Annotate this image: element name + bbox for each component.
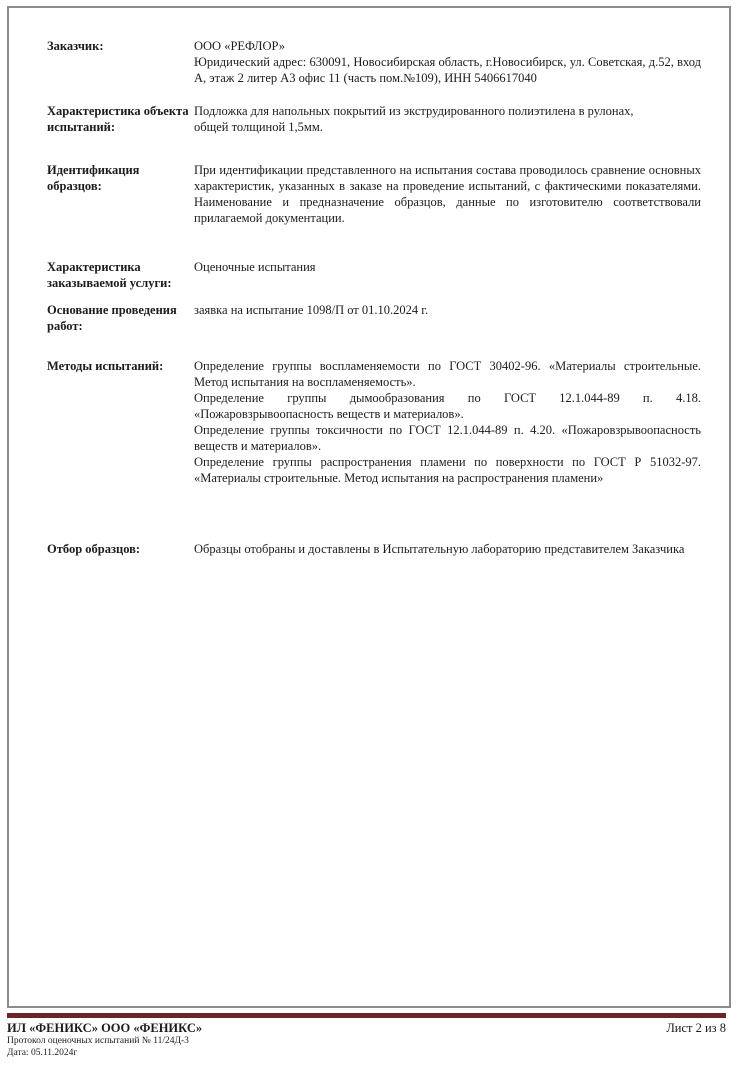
- paragraph: При идентификации представленного на испытания состава проводилось сравнение основных характеристик, указанных в заказе на проведение испытаний, с фактическими показателями. Наименование и предназначение образцов, данные по изготовителю соответствовали прилагаемой документации.: [194, 163, 701, 225]
- paragraph: Определение группы воспламеняемости по ГОСТ 30402-96. «Материалы строительные. Метод испытания на воспламеняемость».: [194, 359, 701, 389]
- footer-date: Дата: 05.11.2024г: [7, 1047, 78, 1058]
- section-work-basis: [47, 302, 701, 334]
- section-content: [194, 103, 701, 135]
- paragraph: Оценочные испытания: [194, 260, 316, 274]
- footer-rule: [7, 1013, 726, 1018]
- paragraph: Определение группы дымообразования по ГОСТ 12.1.044-89 п. 4.18.: [194, 391, 701, 405]
- paragraph: Подложка для напольных покрытий из экструдированного полиэтилена в рулонах, общей толщиной 1,5мм.: [194, 104, 634, 134]
- section-content: [194, 302, 701, 334]
- section-test-object: [47, 103, 701, 135]
- paragraph: Образцы отобраны и доставлены в Испытательную лабораторию представителем Заказчика: [194, 542, 685, 556]
- page-footer: [7, 1021, 726, 1059]
- section-content: [194, 259, 701, 291]
- paragraph: «Пожаровзрывоопасность веществ и материалов».: [194, 407, 464, 421]
- section-label: Методы испытаний:: [47, 359, 164, 373]
- footer-organization: ИЛ «ФЕНИКС» ООО «ФЕНИКС»: [7, 1021, 203, 1035]
- footer-sheet-number: Лист 2 из 8: [666, 1021, 726, 1035]
- footer-left: [7, 1021, 202, 1059]
- section-test-methods: [47, 358, 701, 486]
- section-customer: [47, 38, 701, 86]
- document-body: [9, 8, 729, 1006]
- section-label: Основание проведения работ:: [47, 303, 177, 333]
- section-label: Характеристика заказываемой услуги:: [47, 260, 172, 290]
- section-label: Идентификация образцов:: [47, 163, 140, 193]
- paragraph: Определение группы токсичности по ГОСТ 12.1.044-89 п. 4.20. «Пожаровзрывоопасность веществ и материалов».: [194, 423, 701, 453]
- section-content: [194, 162, 701, 226]
- footer-protocol-number: Протокол оценочных испытаний № 11/24Д-3: [7, 1036, 189, 1046]
- section-sampling: [47, 541, 701, 557]
- section-content: [194, 358, 701, 486]
- paragraph: ООО «РЕФЛОР»: [194, 39, 285, 53]
- section-content: [194, 541, 701, 557]
- paragraph: Юридический адрес: 630091, Новосибирская область, г.Новосибирск, ул. Советская, д.52, вход А, этаж 2 литер А3 офис 11 (часть пом.№109), ИНН 5406617040: [194, 55, 701, 85]
- section-service-type: [47, 259, 701, 291]
- paragraph: заявка на испытание 1098/П от 01.10.2024 г.: [194, 303, 429, 317]
- footer-right: [666, 1021, 726, 1036]
- section-content: [194, 38, 701, 86]
- section-label: Отбор образцов:: [47, 542, 141, 556]
- section-label: Характеристика объекта испытаний:: [47, 104, 189, 134]
- paragraph: Определение группы распространения пламени по поверхности по ГОСТ Р 51032-97. «Материалы строительные. Метод испытания на распространения пламени»: [194, 455, 701, 485]
- section-sample-identification: [47, 162, 701, 226]
- section-label: Заказчик:: [47, 39, 104, 53]
